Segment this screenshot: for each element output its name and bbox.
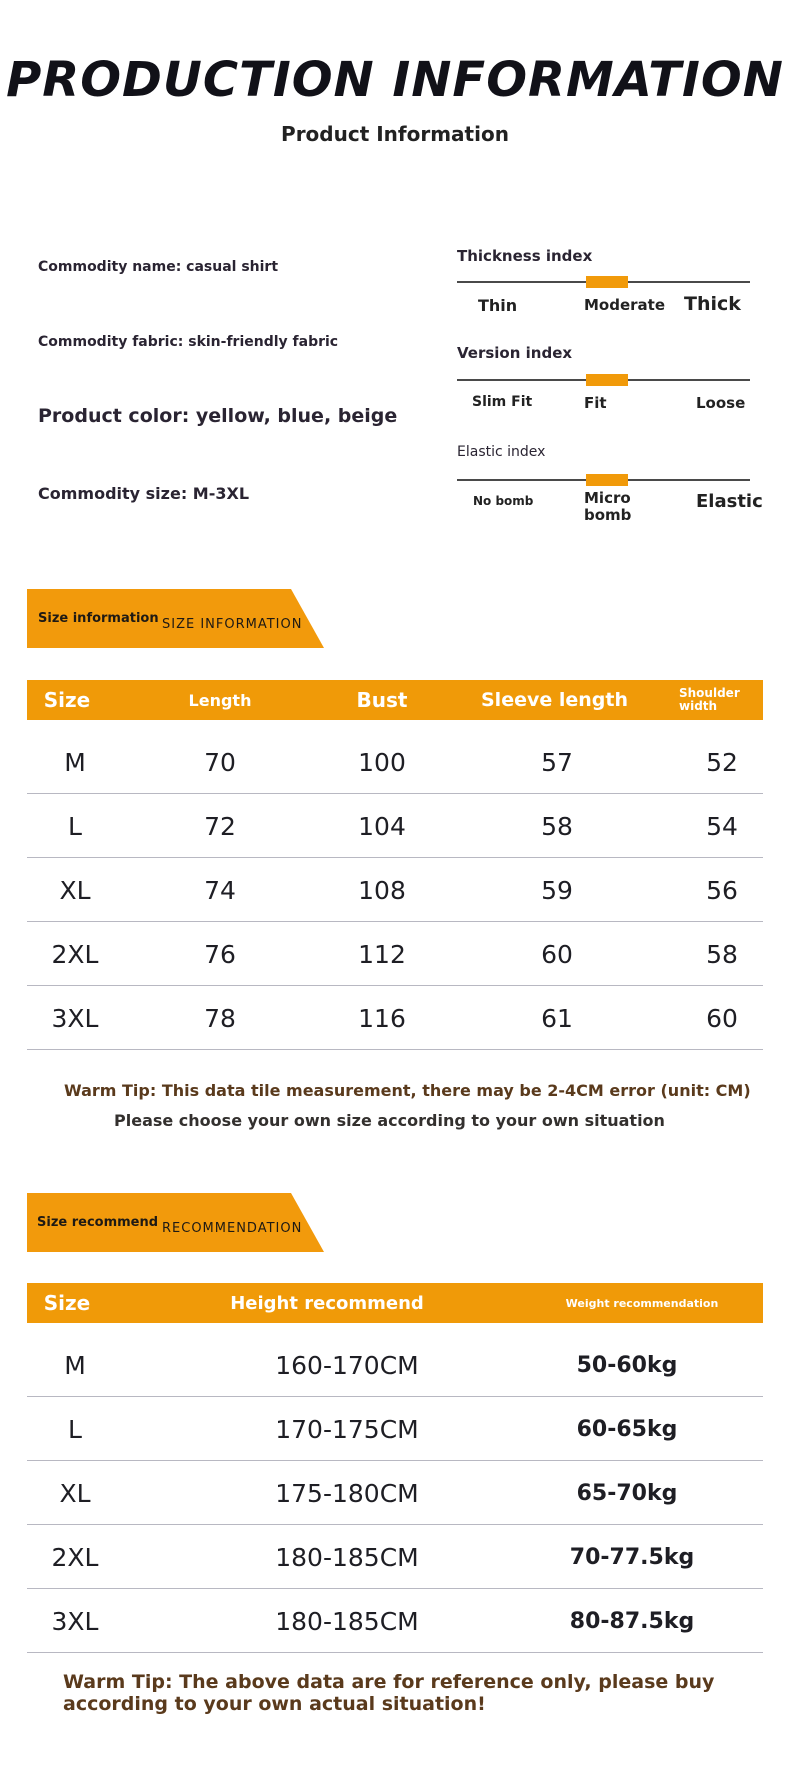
size-recommend-table-header: [27, 1283, 763, 1323]
spec-color: Product color: yellow, blue, beige: [38, 405, 398, 427]
version-label-slim-fit: Slim Fit: [472, 394, 533, 410]
cell-bust: 104: [358, 811, 406, 841]
header-height-recommend: Height recommend: [230, 1292, 424, 1314]
cell-bust: 100: [358, 747, 406, 777]
page-title: PRODUCTION INFORMATION: [6, 52, 784, 108]
cell-weight: 65-70kg: [576, 1480, 678, 1506]
size-recommend-warm-tip: Warm Tip: The above data are for reference only, please buy: [63, 1671, 715, 1693]
cell-size: 3XL: [51, 1003, 99, 1033]
size-recommend-banner-label: Size recommend: [37, 1215, 159, 1230]
cell-length: 74: [204, 875, 236, 905]
cell-height: 180-185CM: [275, 1606, 419, 1636]
cell-size: M: [64, 1350, 86, 1380]
table-row: [27, 986, 763, 1050]
version-label-fit: Fit: [584, 394, 607, 412]
elastic-label-micro-bomb: Micro bomb: [584, 489, 632, 524]
elastic-label-elastic: Elastic: [696, 491, 763, 512]
cell-sleeve: 61: [541, 1003, 573, 1033]
table-row: [27, 1461, 763, 1525]
cell-weight: 60-65kg: [576, 1416, 678, 1442]
cell-height: 180-185CM: [275, 1542, 419, 1572]
version-index-marker: [586, 374, 628, 386]
cell-weight: 70-77.5kg: [569, 1544, 695, 1570]
size-recommend-tip-note: according to your own actual situation!: [63, 1693, 486, 1715]
cell-sleeve: 59: [541, 875, 573, 905]
size-information-banner-label: Size information: [38, 611, 159, 626]
cell-height: 170-175CM: [275, 1414, 419, 1444]
cell-shoulder: 54: [706, 811, 738, 841]
header-sleeve-length: Sleeve length: [481, 689, 628, 711]
table-row: [27, 1333, 763, 1397]
header-size: Size: [43, 688, 91, 712]
spec-fabric: Commodity fabric: skin-friendly fabric: [38, 334, 339, 350]
cell-size: 2XL: [51, 939, 99, 969]
cell-size: 3XL: [51, 1606, 99, 1636]
cell-bust: 112: [358, 939, 406, 969]
size-information-tip-note: Please choose your own size according to your own situation: [114, 1111, 665, 1130]
cell-shoulder: 60: [706, 1003, 738, 1033]
cell-shoulder: 58: [706, 939, 738, 969]
elastic-label-no-bomb: No bomb: [473, 494, 534, 508]
cell-shoulder: 52: [706, 747, 738, 777]
cell-bust: 116: [358, 1003, 406, 1033]
spec-size: Commodity size: M-3XL: [38, 484, 250, 503]
cell-sleeve: 60: [541, 939, 573, 969]
cell-height: 175-180CM: [275, 1478, 419, 1508]
table-row: [27, 1525, 763, 1589]
table-row: [27, 1397, 763, 1461]
elastic-index-marker: [586, 474, 628, 486]
header-shoulder-width: Shoulder width: [679, 686, 740, 713]
elastic-index-title: Elastic index: [457, 444, 546, 460]
cell-length: 70: [204, 747, 236, 777]
cell-sleeve: 57: [541, 747, 573, 777]
cell-size: 2XL: [51, 1542, 99, 1572]
cell-size: M: [64, 747, 86, 777]
header-size: Size: [43, 1291, 91, 1315]
cell-size: L: [68, 811, 82, 841]
table-row: [27, 794, 763, 858]
cell-length: 76: [204, 939, 236, 969]
table-row: [27, 922, 763, 986]
header-weight-recommendation: Weight recommendation: [565, 1296, 719, 1310]
size-information-table-header: [27, 680, 763, 720]
cell-length: 72: [204, 811, 236, 841]
cell-shoulder: 56: [706, 875, 738, 905]
thickness-label-thick: Thick: [684, 293, 741, 315]
spec-name: Commodity name: casual shirt: [38, 259, 279, 275]
table-row: [27, 1589, 763, 1653]
table-row: [27, 858, 763, 922]
version-label-loose: Loose: [696, 394, 746, 412]
cell-size: XL: [59, 875, 91, 905]
thickness-label-moderate: Moderate: [584, 296, 666, 314]
thickness-index-title: Thickness index: [457, 247, 593, 265]
version-index-title: Version index: [457, 344, 573, 362]
thickness-index-marker: [586, 276, 628, 288]
cell-size: XL: [59, 1478, 91, 1508]
cell-weight: 80-87.5kg: [569, 1608, 695, 1634]
size-information-warm-tip: Warm Tip: This data tile measurement, there may be 2-4CM error (unit: CM): [64, 1081, 751, 1100]
header-length: Length: [188, 690, 252, 710]
page-subtitle: Product Information: [281, 122, 509, 146]
cell-height: 160-170CM: [275, 1350, 419, 1380]
cell-sleeve: 58: [541, 811, 573, 841]
cell-length: 78: [204, 1003, 236, 1033]
size-information-banner-title: SIZE INFORMATION: [162, 617, 303, 632]
header-bust: Bust: [356, 688, 408, 712]
cell-weight: 50-60kg: [576, 1352, 678, 1378]
table-row: [27, 730, 763, 794]
thickness-label-thin: Thin: [478, 296, 518, 315]
cell-size: L: [68, 1414, 82, 1444]
size-recommend-banner-title: RECOMMENDATION: [162, 1221, 303, 1236]
cell-bust: 108: [358, 875, 406, 905]
